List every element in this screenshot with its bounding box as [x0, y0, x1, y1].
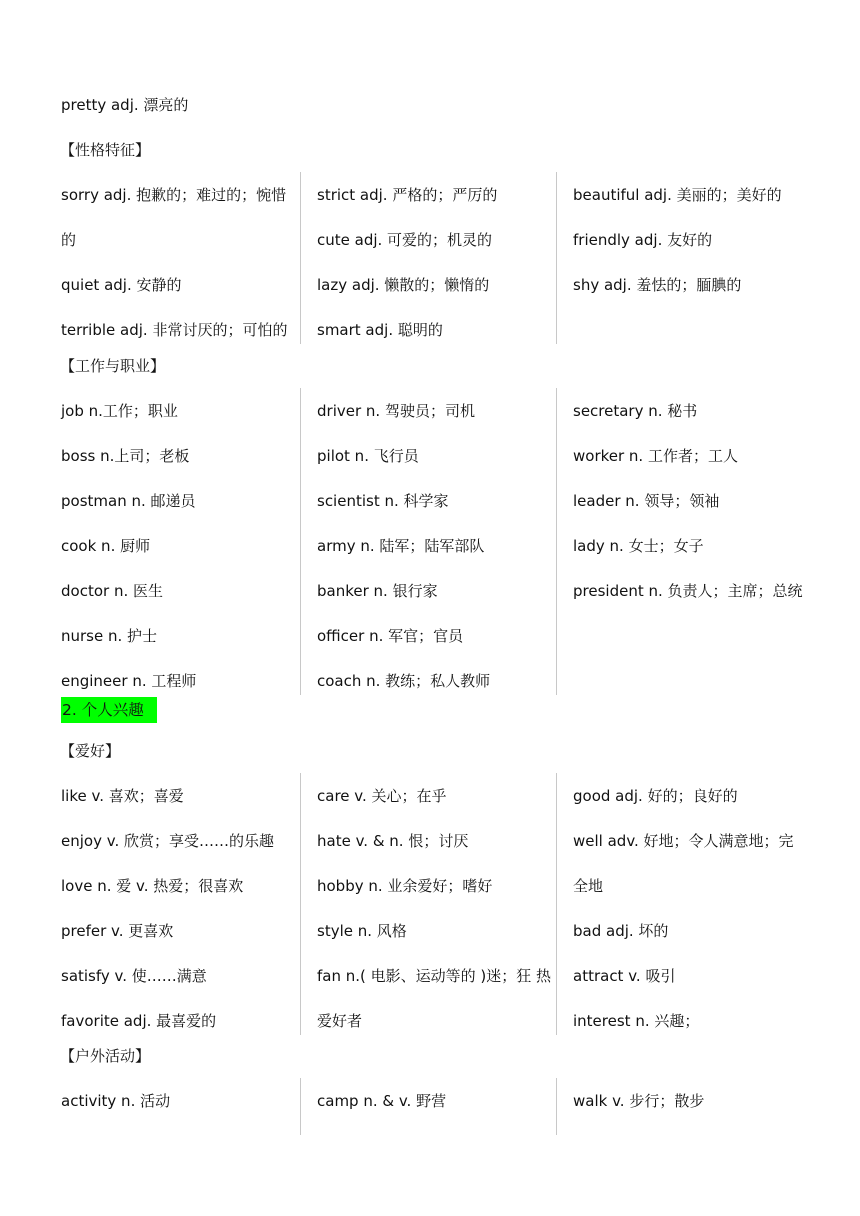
vocab-entry: prefer v. 更喜欢 [61, 922, 174, 940]
intro-line: pretty adj. 漂亮的 [61, 96, 189, 114]
vocab-entry: army n. 陆军；陆军部队 [317, 537, 485, 555]
vocab-entry: activity n. 活动 [61, 1092, 171, 1110]
vocab-entry: good adj. 好的；良好的 [573, 787, 738, 805]
jobs-heading: 【工作与职业】 [60, 357, 166, 375]
vocab-entry: care v. 关心；在乎 [317, 787, 447, 805]
vocab-entry: 的 [61, 231, 77, 249]
vocab-entry: beautiful adj. 美丽的；美好的 [573, 186, 782, 204]
vocab-entry: terrible adj. 非常讨厌的；可怕的 [61, 321, 288, 339]
vocab-entry: lazy adj. 懒散的；懒惰的 [317, 276, 490, 294]
vocab-entry: sorry adj. 抱歉的；难过的；惋惜 [61, 186, 287, 204]
column-divider [300, 388, 301, 695]
vocab-entry: pilot n. 飞行员 [317, 447, 419, 465]
vocab-entry: 爱好者 [317, 1012, 363, 1030]
vocab-entry: hobby n. 业余爱好；嗜好 [317, 877, 493, 895]
vocab-entry: hate v. & n. 恨；讨厌 [317, 832, 469, 850]
vocab-entry: quiet adj. 安静的 [61, 276, 182, 294]
column-divider [556, 388, 557, 695]
vocab-entry: nurse n. 护士 [61, 627, 158, 645]
outdoor-heading: 【户外活动】 [60, 1047, 151, 1065]
vocab-entry: banker n. 银行家 [317, 582, 438, 600]
vocab-entry: fan n.( 电影、运动等的 )迷；狂 热 [317, 967, 552, 985]
column-divider [300, 172, 301, 344]
vocab-entry: cook n. 厨师 [61, 537, 151, 555]
column-divider [556, 773, 557, 1035]
vocab-entry: attract v. 吸引 [573, 967, 676, 985]
column-divider [556, 172, 557, 344]
section-title: 2. 个人兴趣 [61, 697, 157, 723]
vocab-entry: coach n. 教练；私人教师 [317, 672, 491, 690]
vocab-entry: well adv. 好地；令人满意地；完 [573, 832, 794, 850]
vocab-entry: secretary n. 秘书 [573, 402, 698, 420]
hobbies-heading: 【爱好】 [60, 742, 121, 760]
vocab-entry: president n. 负责人；主席；总统 [573, 582, 803, 600]
vocab-entry: camp n. & v. 野营 [317, 1092, 447, 1110]
vocab-entry: style n. 风格 [317, 922, 407, 940]
vocab-entry: lady n. 女士；女子 [573, 537, 704, 555]
vocab-entry: favorite adj. 最喜爱的 [61, 1012, 217, 1030]
vocab-entry: doctor n. 医生 [61, 582, 163, 600]
vocab-entry: shy adj. 羞怯的；腼腆的 [573, 276, 742, 294]
column-divider [300, 1078, 301, 1135]
vocab-entry: leader n. 领导；领袖 [573, 492, 720, 510]
vocab-entry: job n.工作；职业 [61, 402, 178, 420]
vocab-entry: engineer n. 工程师 [61, 672, 197, 690]
vocab-entry: driver n. 驾驶员；司机 [317, 402, 475, 420]
vocab-entry: interest n. 兴趣； [573, 1012, 700, 1030]
vocab-entry: love n. 爱 v. 热爱；很喜欢 [61, 877, 244, 895]
personality-heading: 【性格特征】 [60, 141, 151, 159]
vocab-entry: 全地 [573, 877, 604, 895]
vocab-entry: smart adj. 聪明的 [317, 321, 443, 339]
vocab-entry: scientist n. 科学家 [317, 492, 449, 510]
vocab-entry: boss n.上司；老板 [61, 447, 190, 465]
vocab-entry: officer n. 军官；官员 [317, 627, 464, 645]
vocab-entry: like v. 喜欢；喜爱 [61, 787, 184, 805]
vocab-entry: strict adj. 严格的；严厉的 [317, 186, 498, 204]
vocab-entry: worker n. 工作者；工人 [573, 447, 738, 465]
vocab-entry: friendly adj. 友好的 [573, 231, 713, 249]
column-divider [300, 773, 301, 1035]
vocab-entry: cute adj. 可爱的；机灵的 [317, 231, 493, 249]
vocab-entry: walk v. 步行；散步 [573, 1092, 705, 1110]
vocab-entry: enjoy v. 欣赏；享受……的乐趣 [61, 832, 274, 850]
vocab-entry: satisfy v. 使……满意 [61, 967, 207, 985]
column-divider [556, 1078, 557, 1135]
vocab-entry: postman n. 邮递员 [61, 492, 196, 510]
vocab-entry: bad adj. 坏的 [573, 922, 669, 940]
